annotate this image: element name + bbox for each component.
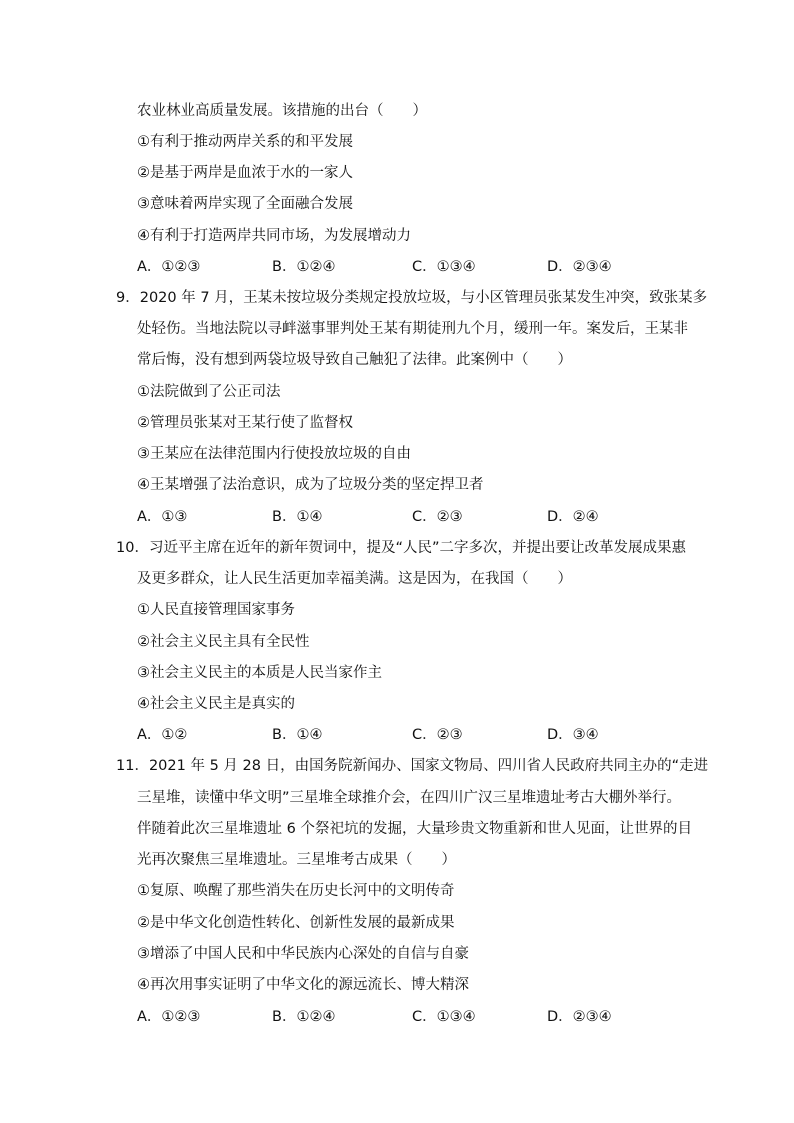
q11-stem-line-1: 11．2021 年 5 月 28 日，由国务院新闻办、国家文物局、四川省人民政府共同主办的“走进 [116, 758, 709, 774]
q10-option-c: C．②③ [412, 727, 463, 743]
q11-option-a: A．①②③ [137, 1009, 201, 1025]
q9-option-b: B．①④ [272, 509, 323, 525]
q11-option-c: C．①③④ [412, 1009, 476, 1025]
q8-item-4: ④有利于打造两岸共同市场，为发展增动力 [137, 228, 411, 244]
q11-stem-line-4: 光再次聚焦三星堆遗址。三星堆考古成果（ ） [137, 852, 456, 868]
q8-option-a: A．①②③ [137, 259, 201, 275]
q11-item-2: ②是中华文化创造性转化、创新性发展的最新成果 [137, 915, 455, 931]
q8-option-c: C．①③④ [412, 259, 476, 275]
q8-option-b: B．①②④ [272, 259, 336, 275]
q9-item-3: ③王某应在法律范围内行使投放垃圾的自由 [137, 446, 411, 462]
q10-item-3: ③社会主义民主的本质是人民当家作主 [137, 665, 382, 681]
q9-item-4: ④王某增强了法治意识，成为了垃圾分类的坚定捍卫者 [137, 477, 484, 493]
q10-option-b: B．①④ [272, 727, 323, 743]
q8-option-d: D．②③④ [547, 259, 612, 275]
q8-stem-tail: 农业林业高质量发展。该措施的出台（ ） [137, 103, 427, 119]
q11-option-b: B．①②④ [272, 1009, 336, 1025]
q10-item-1: ①人民直接管理国家事务 [137, 602, 295, 618]
q11-item-4: ④再次用事实证明了中华文化的源远流长、博大精深 [137, 977, 469, 993]
q9-stem-line-3: 常后悔，没有想到两袋垃圾导致自己触犯了法律。此案例中（ ） [137, 352, 572, 368]
q9-option-a: A．①③ [137, 509, 188, 525]
q11-option-d: D．②③④ [547, 1009, 612, 1025]
q11-stem-line-3: 伴随着此次三星堆遗址 6 个祭祀坑的发掘，大量珍贵文物重新和世人见面，让世界的目 [137, 821, 692, 837]
q9-option-c: C．②③ [412, 509, 463, 525]
q8-item-3: ③意味着两岸实现了全面融合发展 [137, 196, 353, 212]
q11-item-1: ①复原、唤醒了那些消失在历史长河中的文明传奇 [137, 883, 455, 899]
q10-item-4: ④社会主义民主是真实的 [137, 696, 295, 712]
q9-stem-line-1: 9．2020 年 7 月，王某未按垃圾分类规定投放垃圾，与小区管理员张某发生冲突，致张某多 [116, 290, 708, 306]
q10-option-a: A．①② [137, 727, 188, 743]
q11-item-3: ③增添了中国人民和中华民族内心深处的自信与自豪 [137, 946, 469, 962]
q9-item-2: ②管理员张某对王某行使了监督权 [137, 415, 353, 431]
q10-stem-line-2: 及更多群众，让人民生活更加幸福美满。这是因为，在我国（ ） [137, 571, 572, 587]
q10-stem-line-1: 10．习近平主席在近年的新年贺词中，提及“人民”二字多次，并提出要让改革发展成果惠 [116, 540, 686, 556]
q10-option-d: D．③④ [547, 727, 599, 743]
q10-item-2: ②社会主义民主具有全民性 [137, 634, 310, 650]
q11-stem-line-2: 三星堆，读懂中华文明”三星堆全球推介会，在四川广汉三星堆遗址考古大棚外举行。 [137, 790, 682, 806]
q8-item-1: ①有利于推动两岸关系的和平发展 [137, 134, 353, 150]
q9-option-d: D．②④ [547, 509, 599, 525]
q9-stem-line-2: 处轻伤。当地法院以寻衅滋事罪判处王某有期徒刑九个月，缓刑一年。案发后，王某非 [137, 321, 688, 337]
q8-item-2: ②是基于两岸是血浓于水的一家人 [137, 165, 353, 181]
q9-item-1: ①法院做到了公正司法 [137, 384, 281, 400]
